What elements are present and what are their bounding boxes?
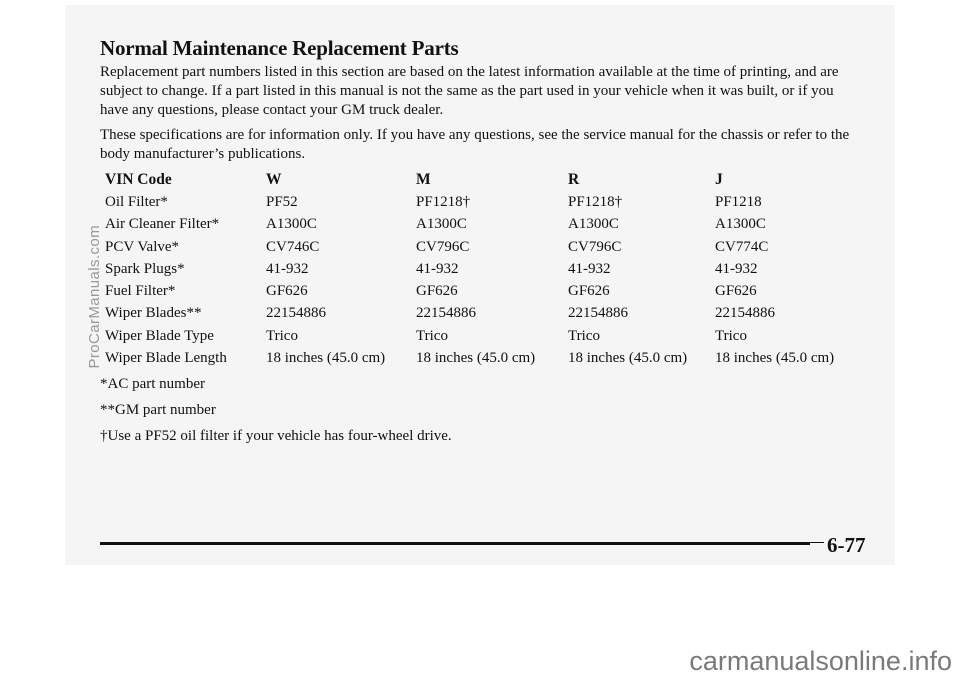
info-paragraph: These specifications are for information only. If you have any questions, see the service manual for the chassis or refer to the body manufacturer’s publications.: [100, 127, 850, 162]
table-cell: PF52: [266, 193, 298, 210]
table-row: [98, 236, 875, 258]
table-header-row: [98, 169, 875, 191]
table-cell: PF1218†: [416, 193, 471, 210]
table-row: [98, 214, 875, 236]
header-w: W: [266, 171, 282, 189]
row-label: Fuel Filter*: [105, 283, 176, 300]
table-cell: CV774C: [715, 238, 769, 255]
table-row: [98, 325, 875, 347]
table-cell: A1300C: [416, 216, 467, 233]
table-cell: 41-932: [568, 260, 611, 277]
table-cell: 41-932: [715, 260, 758, 277]
header-vin-code: VIN Code: [105, 171, 172, 189]
parts-table: [98, 169, 875, 370]
intro-paragraph: Replacement part numbers listed in this section are based on the latest information available at the time of printing, and are subject to change. If a part listed in this manual is not the same as the part used in your vehicle when it was built, or if you have any questions, please contact your GM truck dealer.: [100, 64, 839, 118]
table-row: [98, 258, 875, 280]
table-cell: 18 inches (45.0 cm): [416, 350, 536, 367]
table-cell: 18 inches (45.0 cm): [266, 350, 386, 367]
footnote-gm: **GM part number: [100, 402, 216, 418]
page-title: Normal Maintenance Replacement Parts: [100, 36, 459, 60]
table-cell: 41-932: [416, 260, 459, 277]
table-cell: 18 inches (45.0 cm): [715, 350, 835, 367]
footer-watermark: carmanualsonline.info: [689, 646, 952, 676]
table-cell: 22154886: [266, 305, 326, 322]
header-j: J: [715, 171, 723, 189]
row-label: Spark Plugs*: [105, 260, 185, 277]
page-number: 6-77: [827, 533, 866, 557]
row-label: Wiper Blade Length: [105, 350, 227, 367]
table-cell: PF1218: [715, 193, 762, 210]
table-cell: GF626: [416, 283, 458, 300]
table-cell: CV796C: [416, 238, 470, 255]
side-watermark: ProCarManuals.com: [86, 225, 103, 369]
table-cell: Trico: [266, 327, 298, 344]
table-row: [98, 347, 875, 369]
row-label: Oil Filter*: [105, 193, 168, 210]
table-cell: Trico: [568, 327, 600, 344]
footer-rule-tail: [810, 542, 824, 543]
header-r: R: [568, 171, 580, 189]
table-cell: Trico: [416, 327, 448, 344]
row-label: Air Cleaner Filter*: [105, 216, 220, 233]
table-row: [98, 280, 875, 302]
table-cell: CV746C: [266, 238, 320, 255]
table-cell: 22154886: [416, 305, 476, 322]
table-cell: A1300C: [266, 216, 317, 233]
table-row: [98, 303, 875, 325]
table-cell: 18 inches (45.0 cm): [568, 350, 688, 367]
table-cell: A1300C: [568, 216, 619, 233]
footnote-dagger: †Use a PF52 oil filter if your vehicle has four-wheel drive.: [100, 428, 452, 444]
table-cell: A1300C: [715, 216, 766, 233]
table-cell: 22154886: [568, 305, 628, 322]
row-label: Wiper Blade Type: [105, 327, 214, 344]
table-cell: 41-932: [266, 260, 309, 277]
footer-rule: [100, 542, 810, 545]
table-cell: GF626: [266, 283, 308, 300]
footnote-ac: *AC part number: [100, 376, 205, 392]
table-row: [98, 191, 875, 213]
table-cell: GF626: [568, 283, 610, 300]
table-cell: PF1218†: [568, 193, 623, 210]
table-cell: CV796C: [568, 238, 622, 255]
table-cell: Trico: [715, 327, 747, 344]
row-label: Wiper Blades**: [105, 305, 202, 322]
table-cell: GF626: [715, 283, 757, 300]
header-m: M: [416, 171, 431, 189]
table-cell: 22154886: [715, 305, 775, 322]
row-label: PCV Valve*: [105, 238, 180, 255]
